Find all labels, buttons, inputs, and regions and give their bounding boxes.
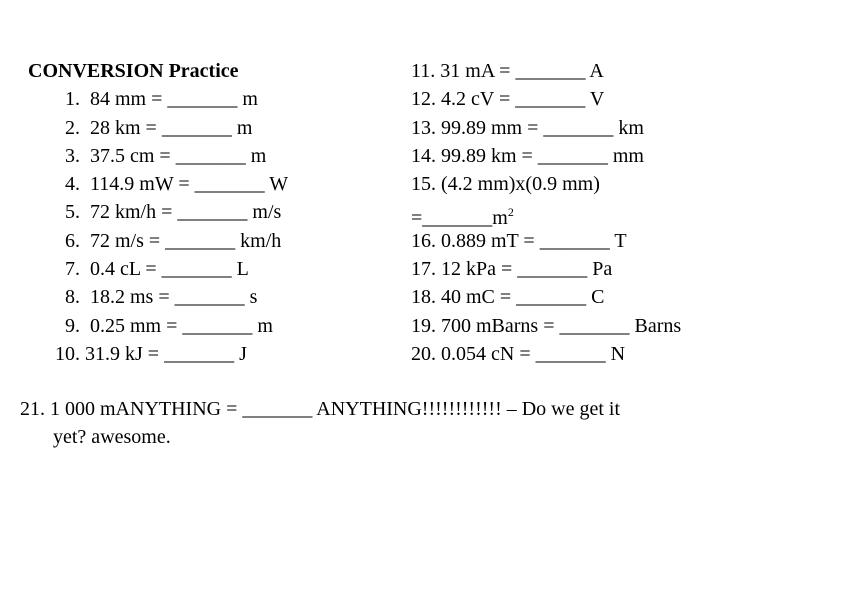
question-8 [28, 283, 388, 311]
question-number: 1. [65, 88, 80, 111]
question-number: 8. [65, 286, 80, 309]
question-text: 99.89 km = _______ mm [441, 144, 644, 167]
question-number: 11. [411, 60, 436, 82]
question-text: 12 kPa = _______ Pa [441, 258, 613, 281]
question-6 [28, 227, 388, 255]
superscript: 2 [507, 205, 514, 220]
question-text: 0.889 mT = _______ T [441, 229, 627, 252]
question-number: 16. [411, 229, 436, 252]
question-number: 7. [65, 258, 80, 281]
question-text: 1 000 mANYTHING = _______ ANYTHING!!!!!!!!!!!! – Do we get it [50, 398, 621, 420]
worksheet-title: CONVERSION Practice [28, 60, 239, 82]
question-number: 20. [411, 342, 436, 365]
question-text: 99.89 mm = _______ km [441, 116, 644, 139]
question-text: 700 mBarns = _______ Barns [441, 314, 682, 337]
question-text: =_______m [411, 207, 508, 230]
question-5 [28, 198, 388, 226]
right-column [411, 57, 831, 368]
question-7 [28, 255, 388, 283]
question-20 [411, 340, 831, 368]
question-number: 14. [411, 144, 436, 167]
question-14 [411, 142, 831, 170]
question-15-continued [411, 198, 831, 230]
question-text: 31.9 kJ = _______ J [85, 342, 247, 365]
question-3 [28, 142, 388, 170]
question-number: 13. [411, 116, 436, 139]
question-number: 5. [65, 201, 80, 224]
question-text: 31 mA = _______ A [440, 60, 604, 82]
question-number: 15. [411, 173, 436, 196]
question-text: 0.25 mm = _______ m [90, 314, 273, 337]
question-11 [411, 57, 831, 85]
question-number: 17. [411, 258, 436, 281]
question-number: 18. [411, 286, 436, 309]
question-text: 72 km/h = _______ m/s [90, 201, 282, 224]
question-19 [411, 312, 831, 340]
question-text: 4.2 cV = _______ V [441, 88, 605, 111]
question-15 [411, 170, 831, 198]
question-number: 21. [20, 398, 45, 420]
question-4 [28, 170, 388, 198]
question-text: 0.4 cL = _______ L [90, 258, 249, 281]
question-17 [411, 255, 831, 283]
question-2 [28, 114, 388, 142]
question-16 [411, 227, 831, 255]
left-column [28, 57, 388, 368]
question-21 [20, 395, 820, 451]
question-text: 40 mC = _______ C [441, 286, 605, 309]
question-number: 6. [65, 229, 80, 252]
question-1 [28, 85, 388, 113]
question-13 [411, 114, 831, 142]
question-18 [411, 283, 831, 311]
question-number: 2. [65, 116, 80, 139]
question-9 [28, 312, 388, 340]
question-number: 4. [65, 173, 80, 196]
question-text: 0.054 cN = _______ N [441, 342, 626, 365]
question-text: 72 m/s = _______ km/h [90, 229, 282, 252]
question-12 [411, 85, 831, 113]
question-text-continued: yet? awesome. [53, 426, 171, 448]
question-number: 19. [411, 314, 436, 337]
question-10 [28, 340, 388, 368]
question-text: (4.2 mm)x(0.9 mm) [441, 173, 600, 196]
question-text: 37.5 cm = _______ m [90, 144, 267, 167]
question-text: 84 mm = _______ m [90, 88, 258, 111]
question-text: 114.9 mW = _______ W [90, 173, 289, 196]
question-number: 3. [65, 144, 80, 167]
question-text: 28 km = _______ m [90, 116, 253, 139]
question-number: 9. [65, 314, 80, 337]
question-number: 10. [55, 342, 80, 365]
question-number: 12. [411, 88, 436, 111]
question-text: 18.2 ms = _______ s [90, 286, 258, 309]
